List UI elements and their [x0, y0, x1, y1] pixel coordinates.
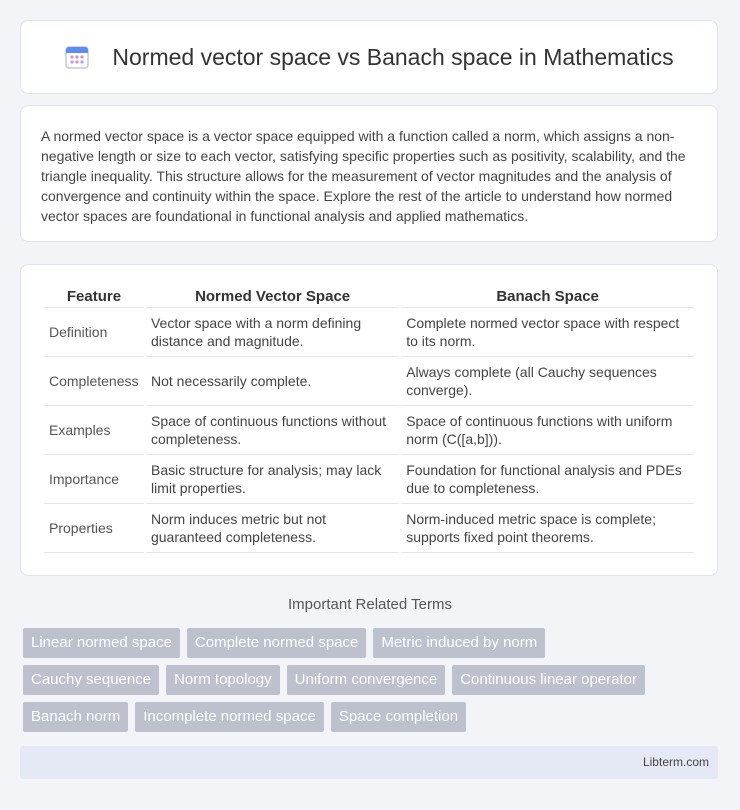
calendar-icon: [64, 44, 90, 70]
table-cell: Importance: [44, 455, 144, 504]
table-cell: Not necessarily complete.: [146, 357, 399, 406]
tag-banach-norm[interactable]: Banach norm: [23, 702, 128, 732]
table-cell: Always complete (all Cauchy sequences converge).: [401, 357, 694, 406]
tag-row: [23, 628, 723, 658]
tag-space-completion[interactable]: Space completion: [331, 702, 466, 732]
related-terms-title: Important Related Terms: [288, 596, 452, 613]
table-cell: Vector space with a norm defining distance and magnitude.: [146, 308, 399, 357]
table-cell: Examples: [44, 406, 144, 455]
footer-site-link[interactable]: Libterm.com: [642, 755, 709, 769]
table-row: [44, 455, 694, 504]
table-cell: Norm-induced metric space is complete; supports fixed point theorems.: [401, 504, 694, 553]
footer: [20, 746, 718, 779]
table-row: [44, 308, 694, 357]
table-cell: Definition: [44, 308, 144, 357]
comparison-table: [42, 285, 696, 553]
tag-continuous-linear-operator[interactable]: Continuous linear operator: [452, 665, 645, 695]
header-feature: Feature: [44, 285, 144, 308]
tag-row: [23, 665, 723, 695]
table-header-row: [44, 285, 694, 308]
table-cell: Complete normed vector space with respect to its norm.: [401, 308, 694, 357]
page-title: Normed vector space vs Banach space in Mathematics: [112, 43, 674, 70]
table-cell: Norm induces metric but not guaranteed completeness.: [146, 504, 399, 553]
header-banach-space: Banach Space: [401, 285, 694, 308]
comparison-table-card: [20, 264, 718, 576]
related-terms-tags: [23, 628, 723, 739]
table-cell: Foundation for functional analysis and PDEs due to completeness.: [401, 455, 694, 504]
table-row: [44, 504, 694, 553]
tag-row: [23, 702, 723, 732]
tag-cauchy-sequence[interactable]: Cauchy sequence: [23, 665, 159, 695]
table-cell: Space of continuous functions with uniform norm (C([a,b])).: [401, 406, 694, 455]
tag-uniform-convergence[interactable]: Uniform convergence: [287, 665, 446, 695]
table-row: [44, 406, 694, 455]
table-row: [44, 357, 694, 406]
table-cell: Properties: [44, 504, 144, 553]
tag-linear-normed-space[interactable]: Linear normed space: [23, 628, 180, 658]
title-card: [20, 20, 718, 94]
tag-metric-induced-by-norm[interactable]: Metric induced by norm: [373, 628, 545, 658]
intro-paragraph: A normed vector space is a vector space equipped with a function called a norm, which assigns a non-negative length or size to each vector, satisfying specific properties such as positivity, scalability, and the triangle inequality. This structure allows for the measurement of vector magnitudes and the analysis of convergence and continuity within the space. Explore the rest of the article to understand how normed vector spaces are foundational in functional analysis and applied mathematics.: [41, 128, 686, 224]
table-cell: Completeness: [44, 357, 144, 406]
header-normed-vector-space: Normed Vector Space: [146, 285, 399, 308]
table-cell: Basic structure for analysis; may lack limit properties.: [146, 455, 399, 504]
tag-norm-topology[interactable]: Norm topology: [166, 665, 280, 695]
intro-card: [20, 105, 718, 242]
table-cell: Space of continuous functions without completeness.: [146, 406, 399, 455]
tag-complete-normed-space[interactable]: Complete normed space: [187, 628, 366, 658]
tag-incomplete-normed-space[interactable]: Incomplete normed space: [135, 702, 324, 732]
